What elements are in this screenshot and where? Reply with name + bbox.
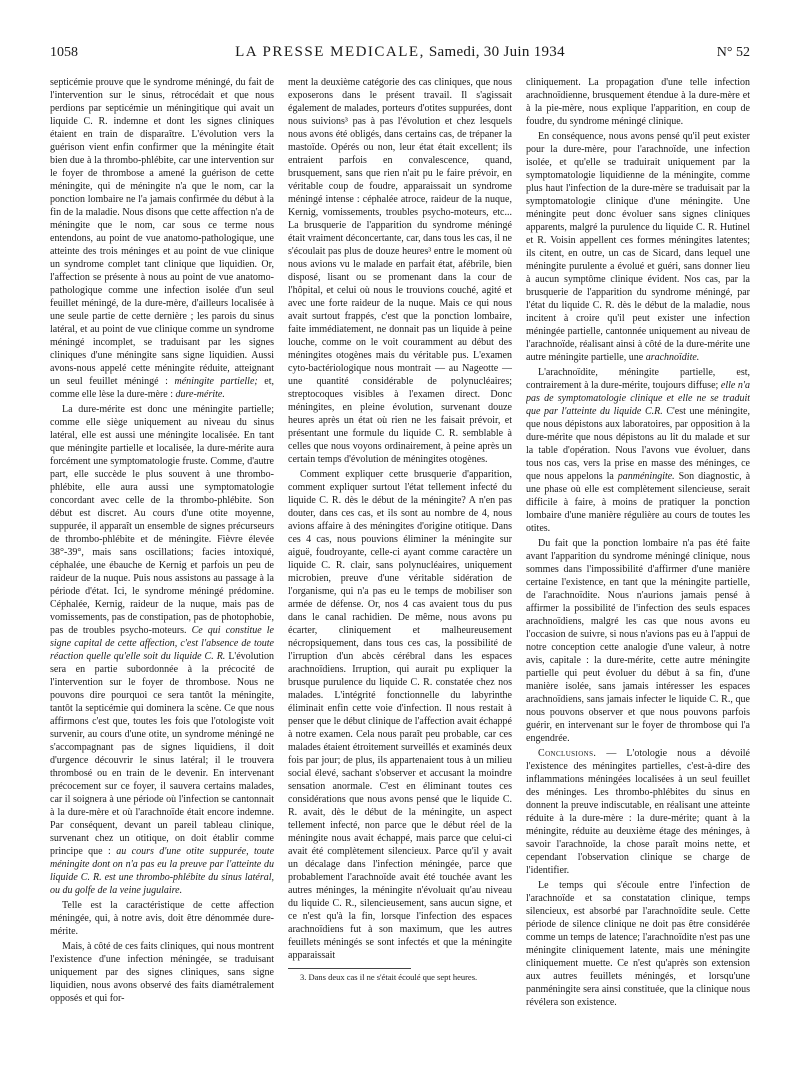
text-run: L'évolution sera en partie subordonnée à la précocité de l'intervention sur le foyer de thrombose. Nous ne pouvons dire pourquoi ce sera tantôt la méningite, tantôt la septicémie qui dominera la scène. Ce que nous affirmons c'est que, toutes les fois que l'otologiste voit survenir, au cours d'une otite, un syndrome méningé ne s'accompagnant pas de signes liquidiens, il doit d'urgence découvrir le sinus latéral; il le trouvera thrombosé ou en train de le devenir. En intervenant précocement sur ce foyer, il sauvera certains malades, car il soignera à une période où l'infection se cantonnait à la dure-mère et où l'arachnoïde était encore indemne. Par conséquent, devant un pareil tableau clinique, survenant chez un otitique, on doit établir comme principe que : [50, 651, 274, 857]
paragraph: cliniquement. La propagation d'une telle infection arachnoïdienne, brusquement étendue à la dure-mère et à la pie-mère, nous explique l'apparition, en coup de foudre, du syndrome méningé clinique. [526, 77, 750, 127]
column-3 [526, 76, 750, 1061]
footnote-rule [288, 968, 411, 969]
paragraph [50, 403, 274, 897]
text-run: et, comme elle lèse la dure-mère : [50, 376, 274, 400]
text-run: Son diagnostic, à une phase où elle est complètement silencieuse, serait difficile à faire, à moins de pratiquer la ponction lombaire d'une manière régulière au cours de toutes les otites. [526, 471, 750, 534]
running-title [110, 44, 690, 61]
paragraph: ment la deuxième catégorie des cas cliniques, que nous exposerons dans le présent travail. Il s'agissait également de malades, porteurs d'otites suppurées, dont nous suivions³ pas à pas l'évolution et chez lesquels nous avons été obligés, dans certains cas, de trépaner la mastoïde. Opérés ou non, leur état était excellent; ils entraient parfois en convalescence, quand, brusquement, sans que rien n'ait pu le faire prévoir, en véritable coup de foudre, apparaissait un syndrome méningé intense : céphalée atroce, raideur de la nuque, Kernig, vomissements, troubles psycho-moteurs, etc... La brusquerie de l'apparition du syndrome méningé était vraiment déconcertante, car, dans tous les cas, il ne s'écoulait pas plus de douze heures³ entre le moment où nous avions vu le malade en parfait état, afébrile, bien disposé, lisant ou se promenant dans la cour de l'hôpital, et celui où nous le trouvions couché, agité et avec une forte raideur de la nuque. Mais ce qui nous avait surtout frappés, c'est que la ponction lombaire, faite immédiatement, ne donnait pas un liquide à peine louche, comme on le voit couramment au début des méningites otogènes mais du véritable pus. L'examen cyto-bactériologique nous montrait — au Nageotte — une quantité considérable de polynucléaires; streptocoques visibles à l'examen direct. Donc méningites, en pleine évolution, survenant douze heures après un état où rien ne les faisait prévoir, et présentant une formule du liquide C. R. semblable à celles que nous voyons ordinairement, à peine après un certain temps d'évolution de méningites otogènes. [288, 77, 512, 465]
issue-number: N° 52 [716, 45, 750, 60]
paragraph: Le temps qui s'écoule entre l'infection de l'arachnoïde et sa constatation clinique, temps silencieux, est absorbé par l'arachnoïdite seule. Cette période de silence clinique ne doit pas être considérée comme un temps de latence; l'arachnoïdite n'est pas une méningite cliniquement latente, mais une méningite cliniquement muette. Ce n'est qu'après son extension aux autres feuillets méningés, et lorsqu'une panméningite sera ainsi constituée, que la clinique nous révélera son existence. [526, 880, 750, 1008]
emphasis: dure-mérite. [175, 389, 225, 400]
issue-date: Samedi, 30 Juin 1934 [428, 44, 565, 60]
column-1 [50, 76, 274, 1061]
text-run: septicémie prouve que le syndrome méningé, du fait de l'intervention sur le sinus, rétrocédait et que nous perdions par septicémie un méningitique qui avait un liquide C. R. indemne et dont les signes cliniques étaient en train de disparaître. L'évolution vers la guérison vient enfin confirmer que la méningite était bien due à la thrombo-phlébite, car une intervention sur le foyer de thrombose a amené la guérison de cette méningite, qui de méningite n'a que le nom, car la ponction lombaire ne l'a jamais confirmée du début à la fin de la maladie. Nous disons que cette affection n'a de méningite que le nom, car sous ce terme nous entendons, au point de vue anatomo-pathologique, une atteinte des trois méninges et au point de vue clinique un syndrome complet tant clinique que liquidien. Or, l'affection se présente à nous au point de vue anatomo-pathologique comme une infection isolée d'un seul feuillet méningé, de la dure-mère, d'ailleurs localisée à une seule partie de cette dernière ; les parois du sinus latéral, et au point de vue clinique comme un syndrome méningé incomplet, se traduisant par les signes cliniques d'une méningite sans signe liquidien. Aussi avons-nous appelé cette méningite réduite, atteignant un seul feuillet méningé : [50, 77, 274, 387]
publication-name: LA PRESSE MEDICALE, [235, 44, 425, 60]
text-run: La dure-mérite est donc une méningite partielle; comme elle siège uniquement au niveau du sinus latéral, elle est aussi une méningite localisée. En tant que méningite partielle et localisée, la dure-mérite aura forcément une symptomatologie fruste. Comme, d'autre part, elle succède le plus souvent à une thrombo-phlébite, elle aura aussi une symptomatologie concordant avec celle de la thrombo-phlébite. Son début est discret. Au cours d'une otite moyenne, suppurée, il apparaît un ensemble de signes précurseurs de thrombo-phlébite et de méningite. Fièvre élevée 38°-39°, mais sans oscillations; facies intoxiqué, céphalée, une ébauche de Kernig et parfois un peu de raideur de la nuque. Puis nous assistons au passage à la période d'état. Ici, le syndrome méningé prédomine. Céphalée, Kernig, raideur de la nuque, mais pas de vomissements, pas de constipation, pas de photophobie, pas de troubles psycho-moteurs. [50, 404, 274, 636]
paragraph [50, 76, 274, 401]
emphasis: méningite partielle; [174, 376, 258, 387]
emphasis: Ce qui constitue le signe capital de cette affection, c'est l'absence de toute réaction quelle qu'elle soit du liquide C. R. [50, 625, 274, 662]
column-2 [288, 76, 512, 1061]
article-body [50, 76, 750, 1061]
text-run: — L'otologie nous a dévoilé l'existence des méningites partielles, c'est-à-dire des inflammations méningées localisées à un seul feuillet des méninges. Les thrombo-phlébites du sinus en donnent la preuve indiscutable, en réalisant une atteinte réduite à la dure-mère : la dure-mérite; quant à la méningite, réduite au deuxième étage des méninges, à savoir l'arachnoïde, la chose paraît moins nette, et cependant l'observation clinique se charge de l'identifier. [526, 748, 750, 876]
page-header [50, 44, 750, 68]
section-label: Conclusions. [538, 748, 597, 759]
paragraph: Telle est la caractéristique de cette affection méningée, qui, à notre avis, doit être dénommée dure-mérite. [50, 900, 274, 937]
paragraph [526, 366, 750, 535]
emphasis: elle n'a pas de symptomatologie clinique et elle ne se traduit que par l'atteinte du liquide C.R. [526, 380, 750, 417]
emphasis: au cours d'une otite suppurée, toute méningite dont on n'a pas eu la preuve par l'atteinte du liquide C. R. est une thrombo-phlébite du sinus latéral, ou du golfe de la veine jugulaire. [50, 846, 274, 896]
text-run: C'est une méningite, que nous dépistons aux laboratoires, par opposition à la dure-mérite que nous dépistons au lit du malade et sur la table d'opération. Nous l'avons vue évoluer, dans tous nos cas, vers la prise en masse des méninges, ce que nous appelons la [526, 406, 750, 482]
emphasis: panméningite. [617, 471, 675, 482]
paragraph: Comment expliquer cette brusquerie d'apparition, comment expliquer surtout l'état tellement infecté du liquide C. R. dès le début de la méningite? A n'en pas douter, dans ces cas, et ils sont au nombre de 4, nous avions affaire à des méningites d'origine otitique. Dans ces 4 cas, nous pouvions éliminer la méningite sur aiguë, foudroyante, celle-ci ayant comme caractère un liquide C. R. clair, sans polynucléaires, uniquement microbien, preuve d'une véritable sidération de l'organisme, qui n'a pas eu le temps de mobiliser son armée de défense. Or, nos 4 cas avaient tous du pus dans le canal rachidien. De même, nous avons pu écarter, cliniquement et malheureusement nécropsiquement, dans tous ces cas, la possibilité de l'irruption d'un abcès cérébral dans les espaces arachnoïdiens. Irruption, qui aurait pu expliquer la brusque purulence du liquide C. R. constatée chez nos malades. L'intégrité fonctionnelle du labyrinthe éliminait enfin cette voie d'infection. Il nous restait à penser que le début clinique de l'affection avait échappé à notre examen. Cela nous paraît peu probable, car ces malades étaient étroitement surveillés et examinés deux fois par jour; de plus, ils appartenaient tous à un milieu social élevé, sachant s'observer et accusant la moindre sensation anormale. C'est en éliminant toutes ces considérations que nous avons pensé que le liquide C. R. avait, dès le début de la méningite, un aspect tellement infecté, non parce que le début réel de la méningite nous avait échappé, mais parce que celui-ci avait été complètement silencieux. Parce qu'il y avait un décalage dans l'infection méningée, parce que probablement l'arachnoïde avait été touchée avant les autres méninges, la méningite n'évoluait qu'au niveau du liquide C. R., silencieusement, sans aucun signe, et ce n'est qu'à la fin, lorsque l'infection des espaces arachnoïdiens fut à son maximum, que les autres feuillets méningés se sont infectés et que la méningite apparaissait [288, 469, 512, 961]
paragraph [526, 747, 750, 877]
paragraph [526, 130, 750, 364]
footnote: 3. Dans deux cas il ne s'était écoulé que sept heures. [300, 972, 478, 982]
emphasis: arachnoïdite. [645, 352, 700, 363]
paragraph: Du fait que la ponction lombaire n'a pas été faite avant l'apparition du syndrome méningé clinique, nous sommes dans l'impossibilité d'affirmer d'une manière certaine l'existence, en tant que la méningite partielle, de l'arachnoïdite. Nous n'aurions jamais pensé à affirmer la possibilité de l'infection des seuls espaces arachnoïdiens, malgré les cas que nous avons eu l'occasion de suivre, si nous n'avions pas eu à l'appui de notre conception cette analogie d'une valeur, à notre avis, capitale : la dure-mérite, cette autre méningite partielle qui peut évoluer du début à sa fin, d'une manière isolée, sans jamais intéresser les espaces arachnoïdiens, sans jamais infecter le liquide C. R., que nous pouvons observer et que nous pouvons parfois guérir, en intervenant sur le foyer de thrombose qui l'a engendrée. [526, 538, 750, 744]
text-run: L'arachnoïdite, méningite partielle, est, contrairement à la dure-mérite, toujours diffuse; [526, 367, 750, 391]
page-number: 1058 [50, 45, 78, 60]
paragraph: Mais, à côté de ces faits cliniques, qui nous montrent l'existence d'une infection méningée, se traduisant uniquement par des signes cliniques, sans signe liquidien, nous avons observé des faits diamétralement opposés et qui for- [50, 941, 274, 1004]
text-run: En conséquence, nous avons pensé qu'il peut exister pour la dure-mère, pour l'arachnoïde, une infection isolée, et qu'elle se traduirait uniquement par la symptomatologie liquidienne de la méningite, comme plus haut l'infection de la dure-mère se traduisait par la symptomatologie clinique d'une méningite. Une méningite peut donc évoluer sans signes cliniques apparents, malgré la purulence du liquide C. R. Hutinel et R. Voisin appellent ces formes méningites latentes; ils citent, en outre, un cas de Sicard, dans lequel une méningite purulente a évolué et guéri, sans donner lieu à aucun symptôme clinique évident. Nos cas, par la brusquerie de l'apparition du syndrome méningé, par l'état du liquide C. R. dès le début de la maladie, nous incitent à croire qu'il peut exister une infection méningée partielle, cantonnée uniquement au niveau de l'arachnoïde, réalisant ainsi à côté de la dure-mérite une autre méningite partielle, une [526, 131, 750, 363]
